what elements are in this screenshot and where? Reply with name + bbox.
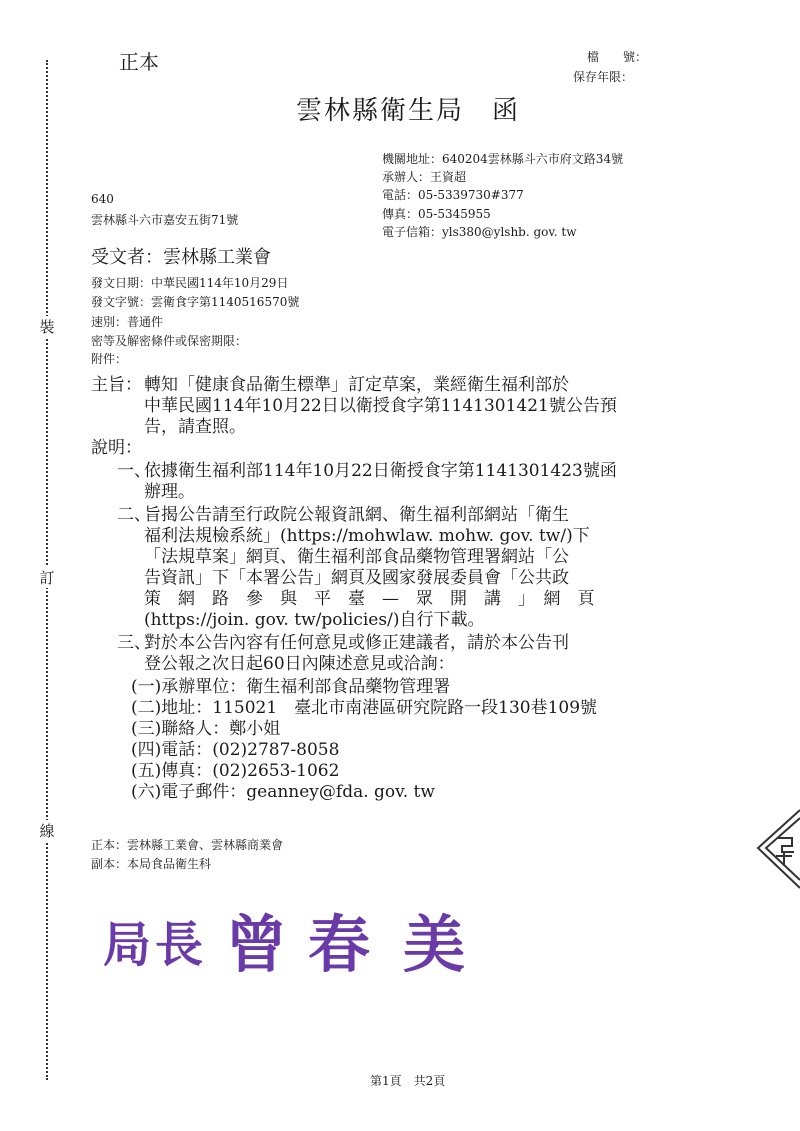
signature-char: 長 [155,917,204,973]
item-number: 一、 [117,461,151,481]
issue-date: 發文日期：中華民國114年10月29日 [91,276,289,290]
signature-char: 美 [403,908,466,981]
delivery-speed: 速別：普通件 [91,315,164,329]
item-line: 福利法規檢系統」(https://mohwlaw. mohw. gov. tw/)下 [144,526,590,546]
agency-address: 機關地址：640204雲林縣斗六市府文路34號 [382,152,624,166]
agency-phone: 電話：05-5339730#377 [382,188,524,202]
subject-line: 告，請查照。 [144,417,246,437]
distribution-original: 正本：雲林縣工業會、雲林縣商業會 [91,838,284,852]
contact-line: (二)地址：115021 臺北市南港區研究院路一段130巷109號 [131,698,598,718]
subject-line: 中華民國114年10月22日以衛授食字第1141301421號公告預 [144,396,617,416]
page-footer: 第1頁 共2頁 [370,1074,446,1088]
signature-char: 曾 [225,908,288,981]
contact-line: (一)承辦單位：衛生福利部食品藥物管理署 [131,677,451,697]
recipient-zip: 640 [91,192,114,206]
document-title: 雲林縣衛生局 函 [296,96,521,126]
item-line: 旨揭公告請至行政院公報資訊網、衛生福利部網站「衛生 [144,505,569,525]
subject-line: 轉知「健康食品衛生標準」訂定草案，業經衛生福利部於 [144,375,569,395]
item-line: 辦理。 [144,482,195,502]
item-number: 二、 [117,505,151,525]
item-line: 「法規草案」網頁、衛生福利部食品藥物管理署網站「公 [144,547,569,567]
signature-char: 局 [103,917,152,973]
binding-mark-zhuang: 裝 [39,318,55,336]
retention-period: 保存年限： [573,70,634,84]
recipient: 受文者：雲林縣工業會 [91,247,271,268]
contact-line: (四)電話：(02)2787-8058 [131,740,340,760]
contact-line: (六)電子郵件：geanney@fda. gov. tw [131,782,435,802]
agency-handler: 承辦人：王資超 [382,170,467,184]
subject-label: 主旨： [91,375,142,395]
item-line: 告資訊」下「本署公告」網頁及國家發展委員會「公共政 [144,568,569,588]
binding-mark-ding: 訂 [39,569,55,587]
attachment: 附件： [91,352,128,366]
item-number: 三、 [117,633,151,653]
explanation-label: 說明： [91,438,142,458]
item-line: 依據衛生福利部114年10月22日衛授食字第1141301423號函 [144,461,617,481]
secrecy-level: 密等及解密條件或保密期限： [91,334,248,348]
item-line: 策 網 路 參 與 平 臺 — 眾 開 講 」 網 頁 [144,589,595,609]
recipient-street: 雲林縣斗六市嘉安五街71號 [91,213,239,227]
item-line: 登公報之次日起60日內陳述意見或洽詢： [144,654,455,674]
distribution-copy: 副本：本局食品衛生科 [91,857,212,871]
document-number: 發文字號：雲衛食字第1140516570號 [91,295,300,309]
agency-email: 電子信箱：yls380@ylshb. gov. tw [382,225,577,239]
copy-label: 正本 [119,50,159,74]
agency-fax: 傳真：05-5345955 [382,207,491,221]
director-signature-stamp [103,900,493,990]
signature-char: 春 [308,908,371,981]
file-number: 檔 號： [587,50,648,64]
item-line: 對於本公告內容有任何意見或修正建議者，請於本公告刊 [144,633,569,653]
contact-line: (五)傳真：(02)2653-1062 [131,761,340,781]
item-line: (https://join. gov. tw/policies/)自行下載。 [144,610,485,630]
contact-line: (三)聯絡人：鄭小姐 [131,719,281,739]
partial-seal-stamp [748,808,800,890]
binding-mark-xian: 線 [39,822,55,840]
